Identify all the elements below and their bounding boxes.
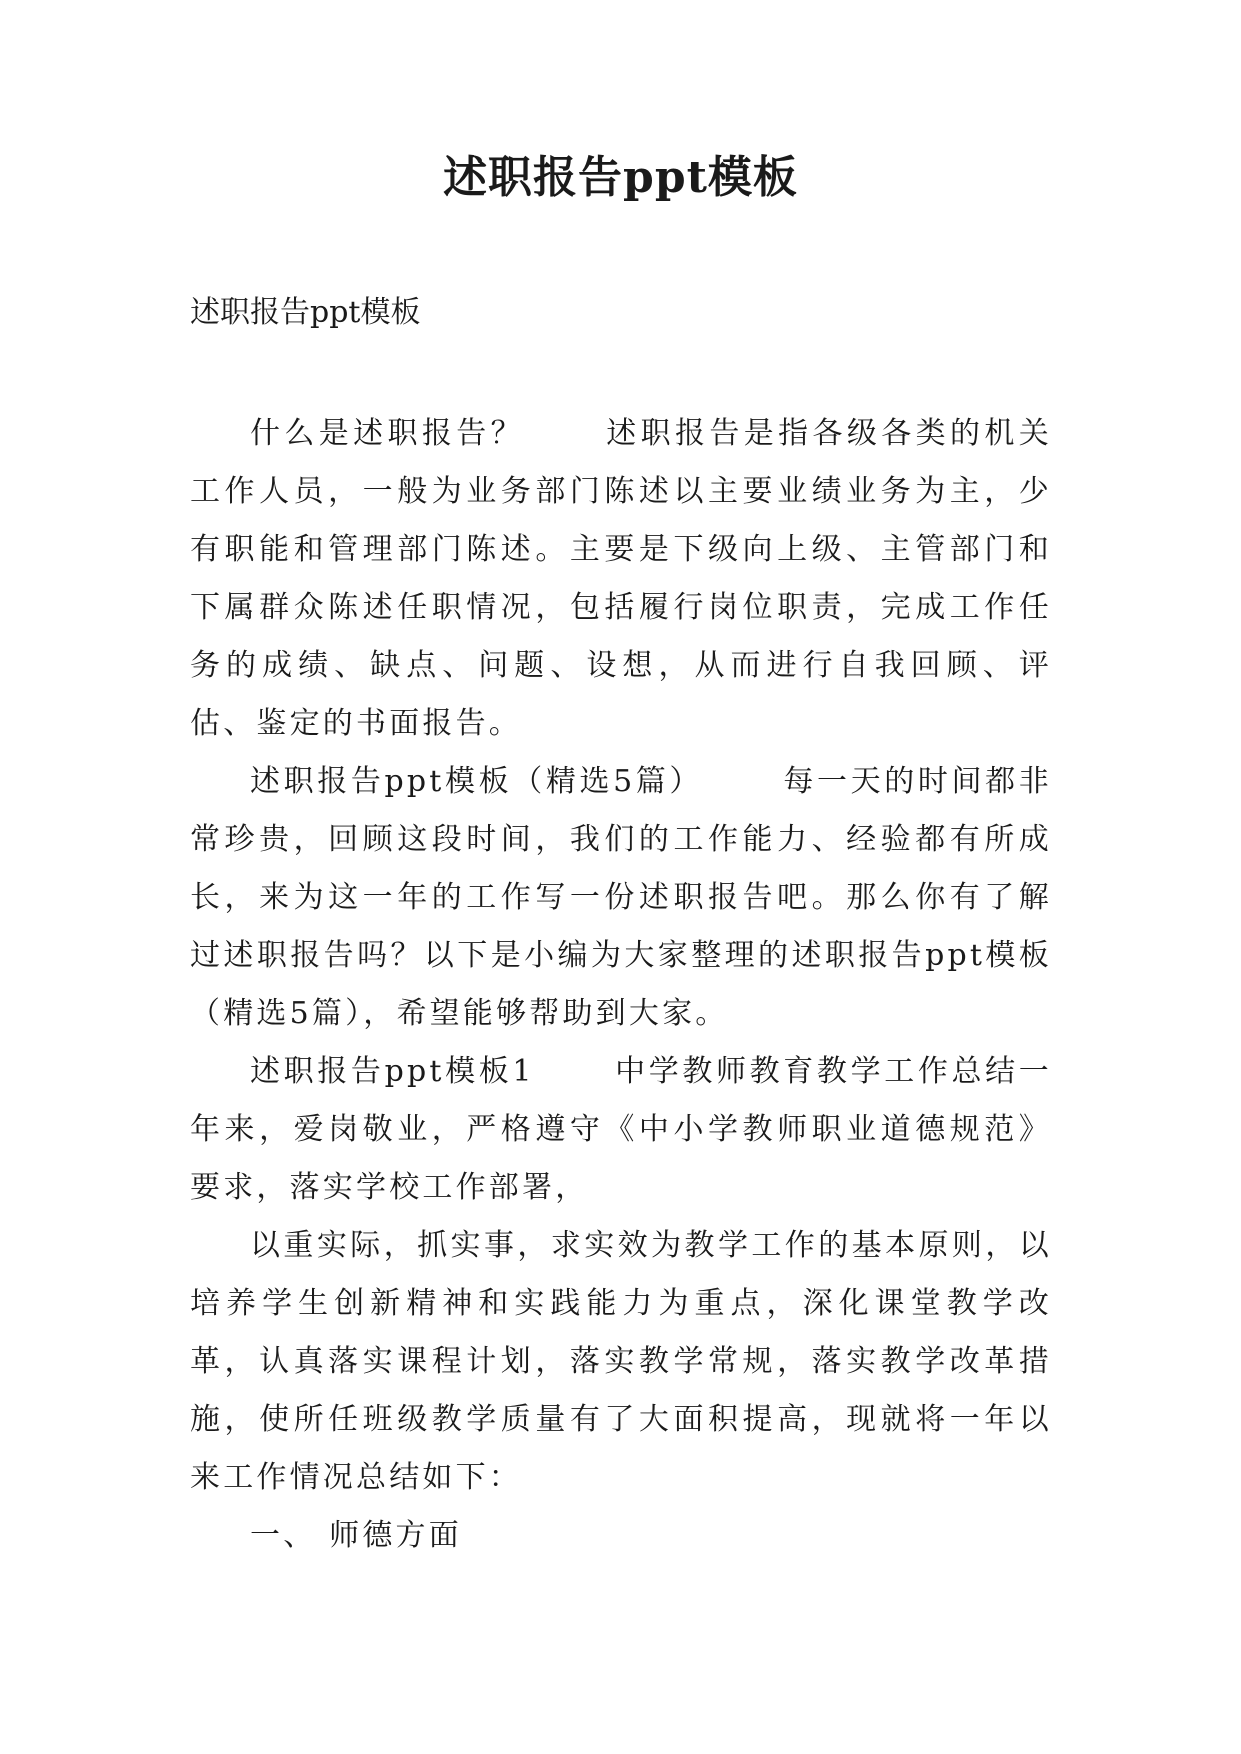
paragraph-text: 一、 师德方面	[250, 1518, 462, 1553]
document-subtitle: 述职报告ppt模板	[190, 295, 421, 330]
paragraph-lead: 什么是述职报告？	[250, 416, 526, 451]
paragraph-template-1	[190, 1043, 1052, 1217]
document-body	[190, 405, 1052, 1565]
paragraph-lead: 述职报告ppt模板（精选5篇）	[250, 764, 704, 799]
paragraph-lead: 述职报告ppt模板1	[250, 1054, 535, 1089]
paragraph-text: 中学教师教育教学工作总结一年来，爱岗敬业，严格遵守《中小学教师职业道德规范》要求，落实学校工作部署，	[190, 1054, 1052, 1205]
section-heading-ethics	[190, 1507, 1052, 1565]
paragraph-text: 以重实际，抓实事，求实效为教学工作的基本原则，以培养学生创新精神和实践能力为重点，深化课堂教学改革，认真落实课程计划，落实教学常规，落实教学改革措施，使所任班级教学质量有了大面积提高，现就将一年以来工作情况总结如下：	[190, 1228, 1052, 1495]
document-title: 述职报告ppt模板	[443, 152, 798, 203]
paragraph-text: 述职报告是指各级各类的机关工作人员，一般为业务部门陈述以主要业绩业务为主，少有职能和管理部门陈述。主要是下级向上级、主管部门和下属群众陈述任职情况，包括履行岗位职责，完成工作任务的成绩、缺点、问题、设想，从而进行自我回顾、评估、鉴定的书面报告。	[190, 416, 1052, 741]
paragraph-text: 每一天的时间都非常珍贵，回顾这段时间，我们的工作能力、经验都有所成长，来为这一年的工作写一份述职报告吧。那么你有了解过述职报告吗？以下是小编为大家整理的述职报告ppt模板（精选5篇），希望能够帮助到大家。	[190, 764, 1052, 1031]
paragraph-principles	[190, 1217, 1052, 1507]
paragraph-intro	[190, 753, 1052, 1043]
paragraph-definition	[190, 405, 1052, 753]
